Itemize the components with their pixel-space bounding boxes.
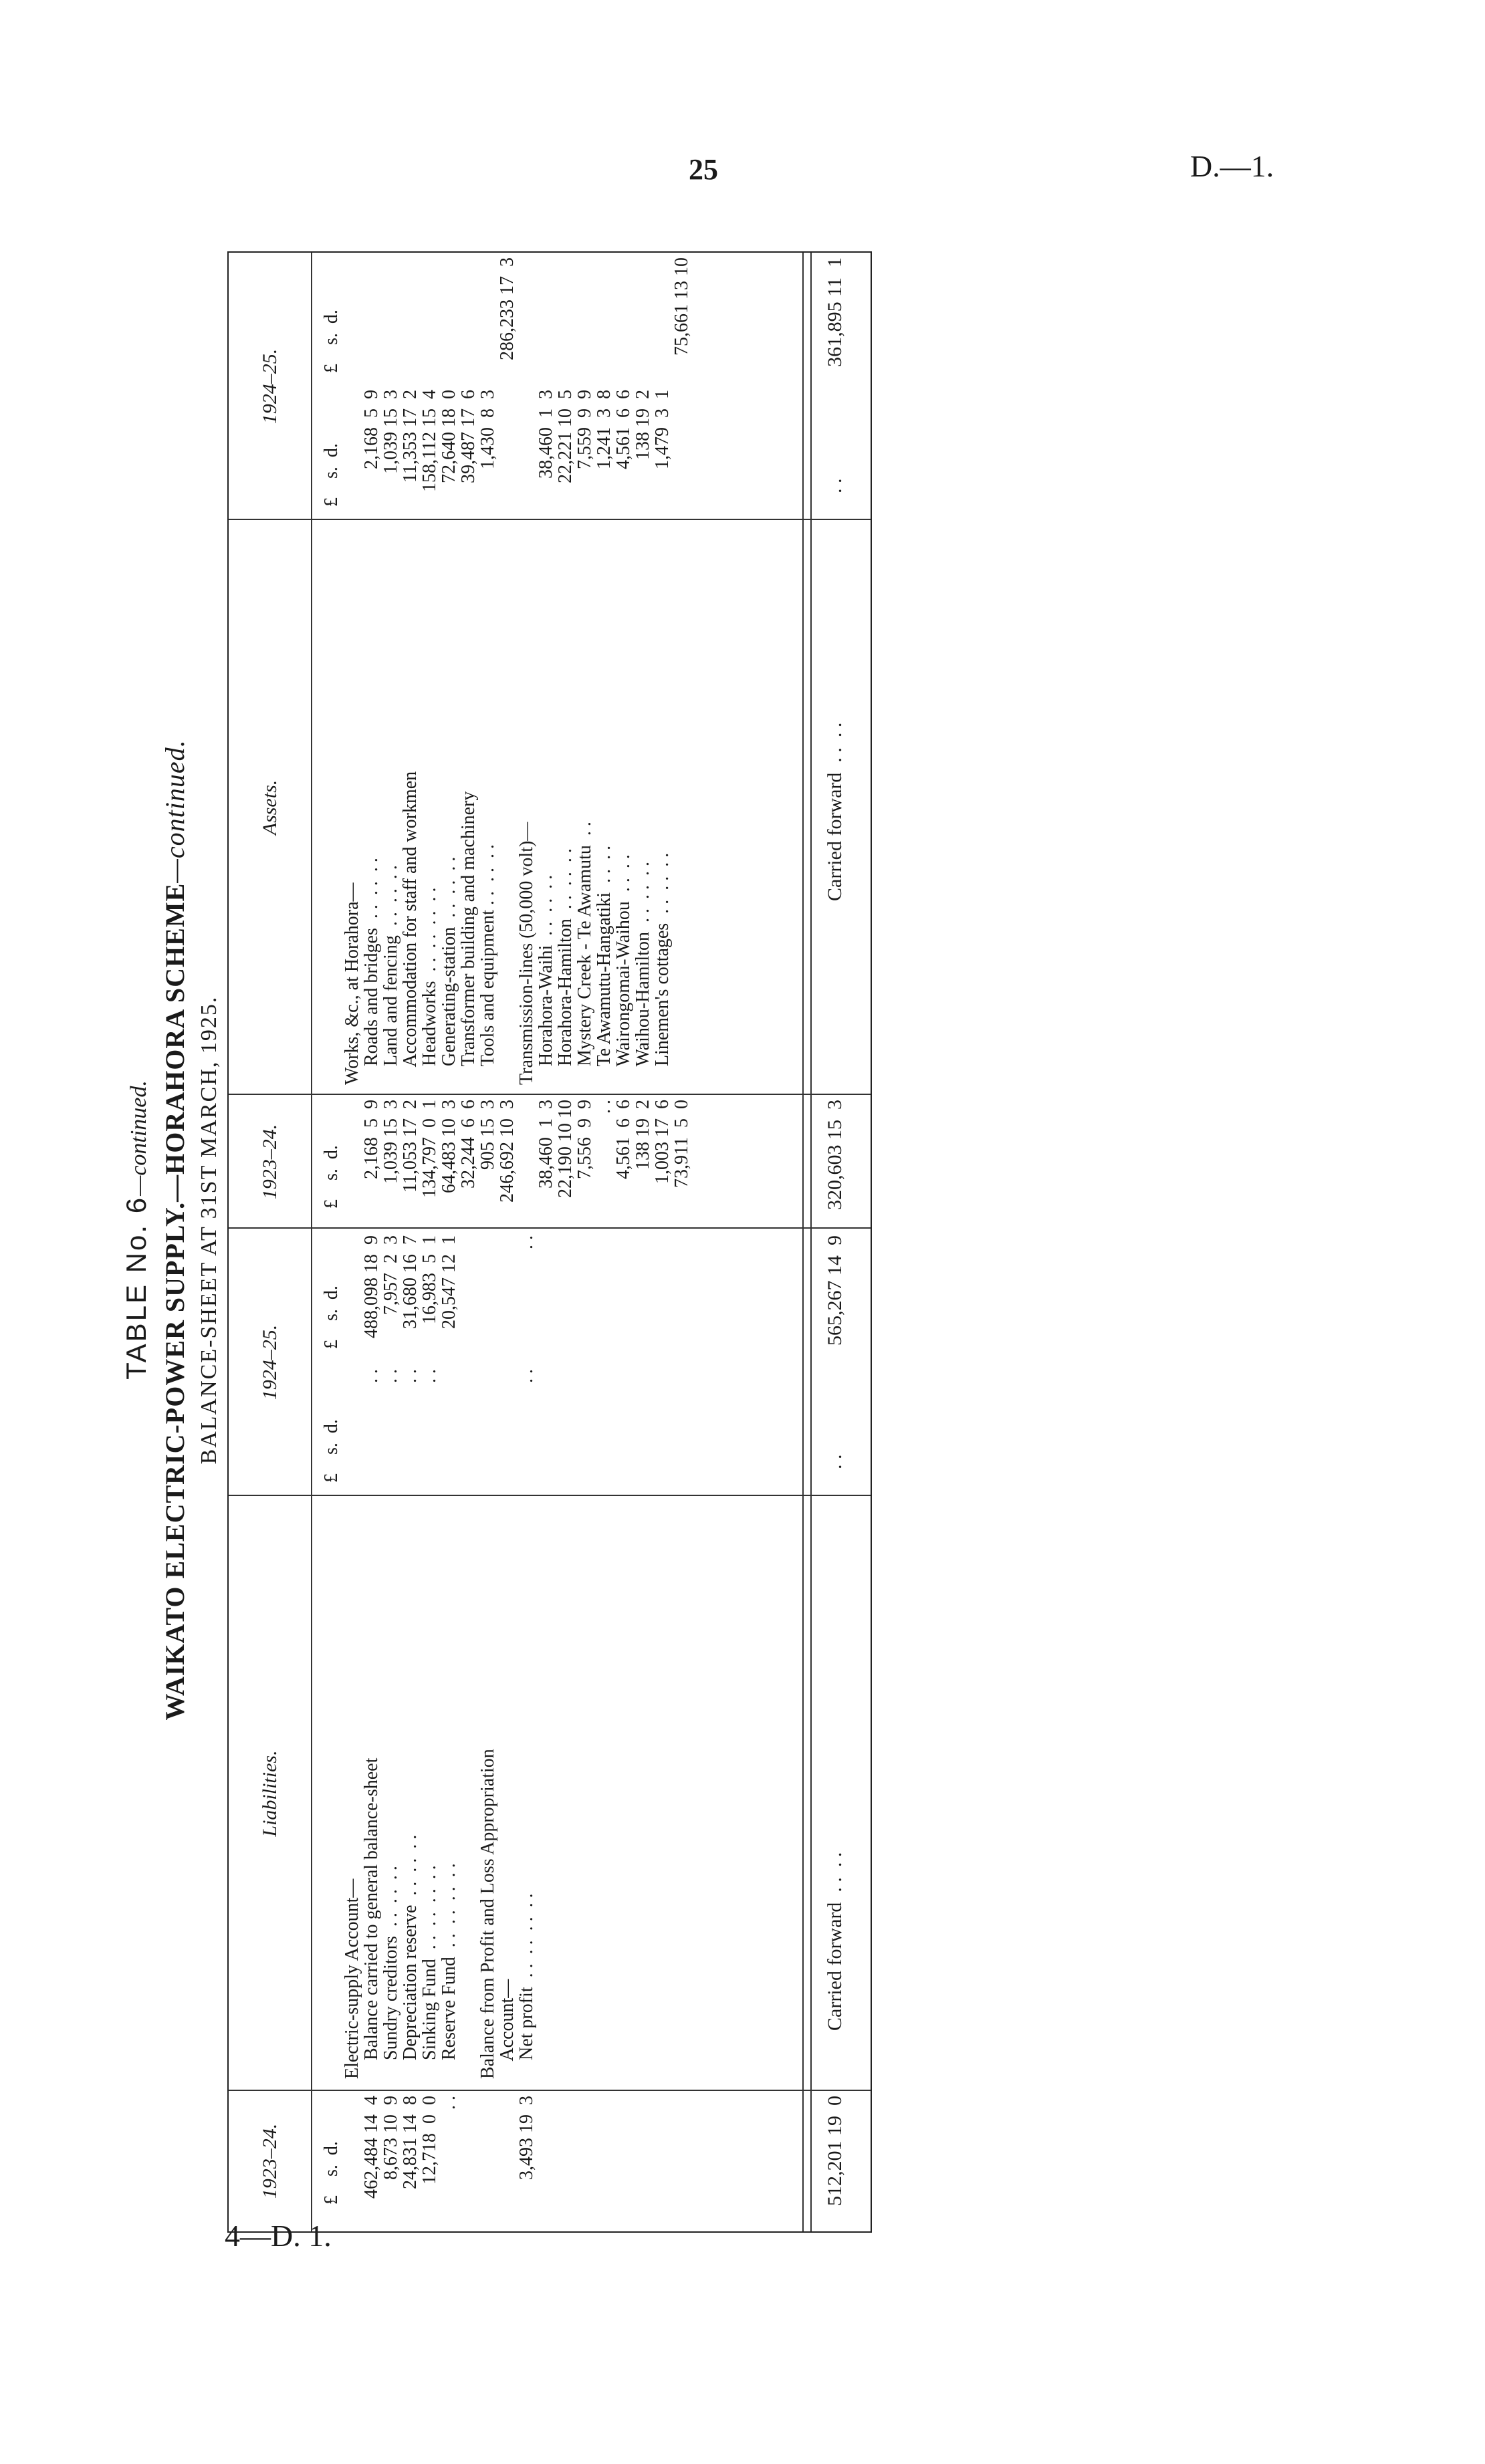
liab-1924-inner-column <box>342 1369 536 1489</box>
asset-carried-inner: . . <box>824 478 846 493</box>
liabilities-row-1-label: Balance carried to general balance-sheet <box>361 1757 382 2079</box>
assets-row-6-y1923: 32,244 6 6 <box>458 1100 479 1189</box>
asset-carried-1923: 320,603 15 3 <box>824 1100 846 1210</box>
assets-row-9-y1924 <box>517 257 536 383</box>
liabilities-row-9-y1923: 3,493 19 3 <box>516 2096 537 2180</box>
liabilities-row-6-inner <box>459 1369 478 1489</box>
assets-row-8-y1924: 286,233 17 3 <box>497 257 518 360</box>
assets-row-17-inner <box>672 390 691 517</box>
liabilities-row-3-y1923: 24,831 14 8 <box>400 2096 421 2189</box>
assets-row-4-y1923: 134,797 0 1 <box>419 1100 440 1198</box>
liabilities-row-7-y1924 <box>478 1235 497 1362</box>
liab-carried-1924: 565,267 14 9 <box>824 1235 846 1346</box>
asset-1924-column <box>342 257 691 383</box>
assets-row-14-y1924 <box>614 257 633 383</box>
assets-row-5-y1924 <box>439 257 459 383</box>
liabilities-row-5-y1924: 20,547 12 1 <box>439 1235 459 1329</box>
liabilities-row-3-y1924: 31,680 16 7 <box>400 1235 421 1329</box>
assets-row-10-y1923: 38,460 1 3 <box>536 1100 556 1189</box>
assets-row-14-label: Wairongomai-Waihou . . . . <box>613 854 634 1085</box>
assets-row-16-y1924 <box>653 257 672 383</box>
assets-row-7-label: Tools and equipment . . . . . . <box>477 844 498 1085</box>
rotated-table-region <box>100 227 903 2233</box>
assets-row-15-y1923: 138 19 2 <box>633 1100 653 1170</box>
assets-row-0-y1924 <box>342 257 362 383</box>
assets-row-11-inner: 22,221 10 5 <box>555 390 576 483</box>
assets-row-10-inner: 38,460 1 3 <box>536 390 556 479</box>
assets-row-3-inner: 11,353 17 2 <box>400 390 421 483</box>
assets-row-0-inner <box>342 390 362 517</box>
liabilities-row-3-inner: . . <box>400 1369 421 1383</box>
assets-row-12-y1924 <box>575 257 594 383</box>
asset-carried-label: Carried forward . . . . <box>824 722 846 901</box>
assets-row-17-label <box>672 523 691 1085</box>
liabilities-row-5-y1923: . . <box>439 2096 459 2110</box>
assets-row-10-label: Horahora-Waihi . . . . . . <box>536 874 556 1085</box>
liabilities-row-2-y1924: 7,957 2 3 <box>380 1235 401 1315</box>
assets-row-3-y1923: 11,053 17 2 <box>400 1100 421 1193</box>
asset-1924-header: 1924–25. <box>229 253 312 520</box>
liabilities-row-7-y1923 <box>478 2096 497 2226</box>
assets-row-3-label: Accommodation for staff and workmen <box>400 771 421 1085</box>
liabilities-row-0-y1924 <box>342 1235 362 1362</box>
assets-row-2-inner: 1,039 15 3 <box>380 390 401 474</box>
assets-row-6-y1924 <box>459 257 478 383</box>
assets-row-8-inner <box>497 390 517 517</box>
assets-row-16-label: Linemen's cottages . . . . . . <box>652 852 673 1085</box>
assets-row-9-inner <box>517 390 536 517</box>
assets-row-1-y1924 <box>362 257 381 383</box>
units-liab-1924-inner: £ s. d. <box>321 1419 342 1483</box>
liabilities-row-2-y1923: 8,673 10 9 <box>380 2096 401 2180</box>
liabilities-row-5-label: Reserve Fund . . . . . . . . <box>439 1863 459 2079</box>
assets-row-17-y1924: 75,661 13 10 <box>671 257 692 356</box>
table-subtitle: BALANCE-SHEET AT 31ST MARCH, 1925. <box>197 995 221 1465</box>
assets-row-4-inner: 158,112 15 4 <box>419 390 440 492</box>
assets-row-14-inner: 4,561 6 6 <box>613 390 634 469</box>
balance-sheet-table <box>227 251 872 2233</box>
units-asset-1924: £ s. d. <box>321 310 342 373</box>
liabilities-row-0-y1923 <box>342 2096 362 2226</box>
assets-row-15-y1924 <box>633 257 653 383</box>
assets-row-9-label: Transmission-lines (50,000 volt)— <box>516 822 537 1085</box>
assets-row-15-inner: 138 19 2 <box>633 390 653 460</box>
units-liab-1923: £ s. d. <box>321 2141 342 2205</box>
assets-row-3-y1924 <box>401 257 420 383</box>
liab-label-column <box>342 1504 536 2079</box>
liabilities-row-1-inner: . . <box>361 1369 382 1383</box>
table-number: TABLE No. 6—continued. <box>120 1080 152 1380</box>
assets-row-2-label: Land and fencing . . . . . . <box>380 865 401 1085</box>
liabilities-row-7-inner <box>478 1369 497 1489</box>
liabilities-row-8-y1924 <box>497 1235 517 1362</box>
assets-row-13-inner: 1,241 3 8 <box>594 390 614 469</box>
liabilities-row-7-label: Balance from Profit and Loss Appropriation <box>477 1749 498 2079</box>
liabilities-row-4-y1924: 16,983 5 1 <box>419 1235 440 1324</box>
assets-row-0-y1923 <box>342 1100 362 1225</box>
assets-row-1-inner: 2,168 5 9 <box>361 390 382 469</box>
assets-row-5-inner: 72,640 18 0 <box>439 390 459 483</box>
assets-row-13-y1924 <box>594 257 614 383</box>
liab-1924-header: 1924–25. <box>229 1229 312 1496</box>
liabilities-row-4-y1923: 12,718 0 0 <box>419 2096 440 2185</box>
liabilities-row-1-y1923: 462,484 14 4 <box>361 2096 382 2199</box>
liab-1923-column <box>342 2096 536 2226</box>
assets-row-8-label <box>497 523 517 1085</box>
asset-1924-inner-column <box>342 390 691 517</box>
assets-row-16-inner: 1,479 3 1 <box>652 390 673 469</box>
assets-row-13-label: Te Awamutu-Hangatiki . . . . <box>594 845 614 1085</box>
assets-row-17-y1923: 73,911 5 0 <box>671 1100 692 1188</box>
liabilities-row-8-inner <box>497 1369 517 1489</box>
assets-row-11-y1924 <box>556 257 575 383</box>
table-title: WAIKATO ELECTRIC-POWER SUPPLY.—HORAHORA SCHEME—continued. <box>160 739 190 1721</box>
assets-row-16-y1923: 1,003 17 6 <box>652 1100 673 1184</box>
assets-row-12-label: Mystery Creek - Te Awamutu . . <box>574 822 595 1085</box>
assets-row-12-y1923: 7,556 9 9 <box>574 1100 595 1179</box>
assets-row-8-y1923: 246,692 10 3 <box>497 1100 518 1203</box>
assets-header: Assets. <box>229 520 312 1095</box>
liab-1923-header: 1923–24. <box>229 2091 312 2231</box>
page-number: 25 <box>689 153 718 186</box>
units-liab-1924: £ s. d. <box>321 1285 342 1349</box>
asset-label-column <box>342 523 691 1085</box>
liabilities-row-2-inner: . . <box>380 1369 401 1383</box>
assets-row-7-y1923: 905 15 3 <box>477 1100 498 1170</box>
assets-row-5-y1923: 64,483 10 3 <box>439 1100 459 1193</box>
assets-row-4-label: Headworks . . . . . . . . <box>419 887 440 1085</box>
liabilities-row-0-inner <box>342 1369 362 1489</box>
assets-row-1-label: Roads and bridges . . . . . . <box>361 858 382 1085</box>
assets-row-10-y1924 <box>536 257 556 383</box>
asset-1923-header: 1923–24. <box>229 1095 312 1229</box>
liabilities-row-9-label: Net profit . . . . . . . . <box>516 1893 537 2079</box>
liabilities-row-2-label: Sundry creditors . . . . . . <box>380 1866 401 2079</box>
assets-row-2-y1923: 1,039 15 3 <box>380 1100 401 1184</box>
document-reference: D.—1. <box>1190 149 1274 183</box>
liabilities-row-0-label: Electric-supply Account— <box>342 1878 362 2079</box>
assets-row-15-label: Waihou-Hamilton . . . . . . <box>633 862 653 1085</box>
assets-row-1-y1923: 2,168 5 9 <box>361 1100 382 1179</box>
asset-1923-column <box>342 1100 691 1225</box>
liabilities-row-3-label: Depreciation reserve . . . . . . <box>400 1834 421 2079</box>
assets-row-6-inner: 39,487 17 6 <box>458 390 479 483</box>
assets-row-7-y1924 <box>478 257 497 383</box>
liabilities-row-6-y1924 <box>459 1235 478 1362</box>
liabilities-row-5-inner <box>439 1369 459 1489</box>
assets-row-0-label: Works, &c., at Horahora— <box>342 882 362 1085</box>
assets-row-4-y1924 <box>420 257 439 383</box>
liabilities-row-4-inner: . . <box>419 1369 440 1383</box>
liabilities-row-9-inner: . . <box>516 1369 537 1383</box>
liab-carried-label: Carried forward . . . . <box>824 1852 846 2031</box>
liabilities-row-9-y1924: . . <box>516 1235 537 1249</box>
assets-row-13-y1923: . . <box>594 1100 614 1114</box>
assets-row-2-y1924 <box>381 257 401 383</box>
liabilities-row-4-label: Sinking Fund . . . . . . . . <box>419 1865 440 2079</box>
assets-row-7-inner: 1,430 8 3 <box>477 390 498 469</box>
assets-row-5-label: Generating-station . . . . . . <box>439 856 459 1085</box>
liabilities-row-1-y1924: 488,098 18 9 <box>361 1235 382 1338</box>
units-asset-1923: £ s. d. <box>321 1145 342 1209</box>
assets-row-6-label: Transformer building and machinery <box>458 791 479 1085</box>
assets-row-11-label: Horahora-Hamilton . . . . . . <box>555 848 576 1085</box>
assets-row-14-y1923: 4,561 6 6 <box>613 1100 634 1179</box>
units-asset-1924-inner: £ s. d. <box>321 443 342 507</box>
assets-row-11-y1923: 22,190 10 10 <box>555 1100 576 1198</box>
liab-1924-column <box>342 1235 536 1362</box>
liab-carried-inner: . . <box>824 1454 846 1469</box>
liabilities-row-6-label <box>459 1504 478 2079</box>
liabilities-row-8-y1923 <box>497 2096 517 2226</box>
liabilities-header: Liabilities. <box>229 1496 312 2091</box>
assets-row-9-y1923 <box>517 1100 536 1225</box>
assets-row-12-inner: 7,559 9 9 <box>574 390 595 469</box>
signature-mark: 4—D. 1. <box>225 2219 332 2253</box>
liabilities-row-6-y1923 <box>459 2096 478 2226</box>
liabilities-row-8-label: Account— <box>497 1979 518 2079</box>
liab-carried-1923: 512,201 19 0 <box>824 2096 846 2206</box>
asset-carried-1924: 361,895 11 1 <box>824 257 846 367</box>
